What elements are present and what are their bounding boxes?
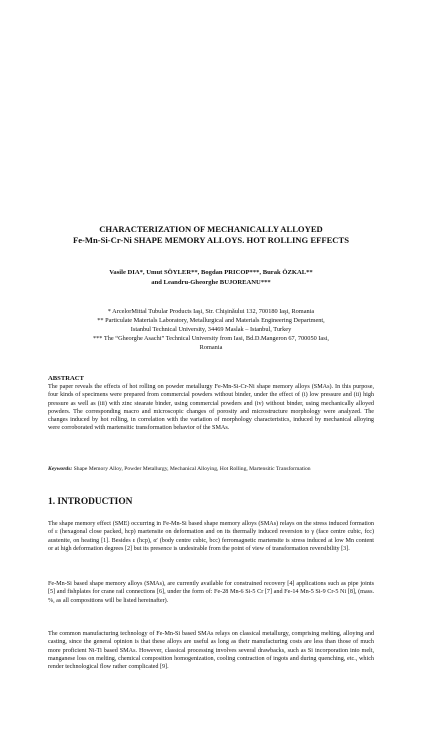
- title-line-2: Fe-Mn-Si-Cr-Ni SHAPE MEMORY ALLOYS. HOT ROLLING EFFECTS: [72, 235, 350, 246]
- intro-paragraph-3: The common manufacturing technology of Fe-Mn-Si based SMAs relays on classical metallurgy, comprising melting, alloying and casting, since the general opinion is that these alloys are useful as long as their manufacturing costs are less than those of much more proficient Ni-Ti based SMAs. However, classical processing involves several drawbacks, such as Si incorporation into melt, manganese loss on melting, chemical composition homogenization, cooling contraction of ingots and during quenching, etc., which render technological flow rather complicated [9].: [48, 631, 374, 671]
- paper-title: [48, 224, 374, 247]
- keywords: [48, 466, 374, 474]
- authors-line-2: and Leandru-Gheorghe BUJOREANU***: [151, 278, 271, 286]
- affiliation-line-1: * ArcelorMittal Tubular Products Iaşi, Str. Chişinăului 132, 700180 Iaşi, Romania: [107, 308, 315, 315]
- authors-line-1: Vasile DIA*, Umut SÖYLER**, Bogdan PRICOP***, Burak ÖZKAL**: [109, 269, 313, 276]
- keywords-text: Shape Memory Alloy, Powder Metallurgy, Mechanical Alloying, Hot Rolling, Martensitic Transformation: [73, 466, 311, 472]
- intro-paragraph-2: Fe-Mn-Si based shape memory alloys (SMAs), are currently available for constrained recovery [4] applications such as pipe joints [5] and fishplates for crane rail connections [6], under the form of: Fe-28 Mn-6 Si-5 Cr [7] and Fe-14 Mn-5 Si-9 Cr-5 Ni [8], (mass. %, as all compositions will be listed hereinafter).: [48, 581, 374, 604]
- section-heading: 1. INTRODUCTION: [48, 497, 133, 507]
- affiliation-line-3: Istanbul Technical University, 34469 Maslak – Istanbul, Turkey: [130, 326, 292, 334]
- author-list: [48, 268, 374, 287]
- affiliation-line-4: *** The “Gheorghe Asachi” Technical University from Iasi, Bd.D.Mangeron 67, 700050 Iasi,: [93, 335, 329, 343]
- intro-paragraph-1: The shape memory effect (SME) occurring in Fe-Mn-Si based shape memory alloys (SMAs) relays on the stress induced formation of ε (hexagonal close packed, hcp) martensite on deformation and on its thermally induced reversion to γ (face centre cubic, fcc) austenite, on heating [1]. Besides ε (hcp), α′ (body centre cubic, bcc) ferromagnetic martensite is stress induced at low Mn content or at high deformation degrees [2] but its presence is undesirable from the point of view of transformation reversibility [3].: [48, 521, 374, 552]
- affiliations: [48, 307, 374, 352]
- abstract-body: The paper reveals the effects of hot rolling on powder metallurgy Fe-Mn-Si-Cr-Ni shape memory alloys (SMAs). In this purpose, four kinds of specimens were prepared from commercial powders without binder, under the effect of (i) low pressure and (ii) high pressure as well as (iii) with zinc stearate binder, using commercial powders and (iv) without binder, using mechanically alloyed powders. The corresponding macro and microscopic changes of porosity and microstructure morphology were analyzed. The changes induced by hot rolling, in correlation with the variation of morphology characteristics, induced by mechanical alloying were corroborated with martensitic transformation behavior of the SMAs.: [48, 384, 374, 432]
- affiliation-line-5: Romania: [199, 344, 223, 352]
- keywords-label: Keywords:: [48, 466, 73, 472]
- affiliation-line-2: ** Particulate Materials Laboratory, Metallurgical and Materials Engineering Department,: [97, 317, 325, 325]
- abstract-heading: ABSTRACT: [48, 375, 84, 382]
- title-line-1: CHARACTERIZATION OF MECHANICALLY ALLOYED: [99, 224, 323, 234]
